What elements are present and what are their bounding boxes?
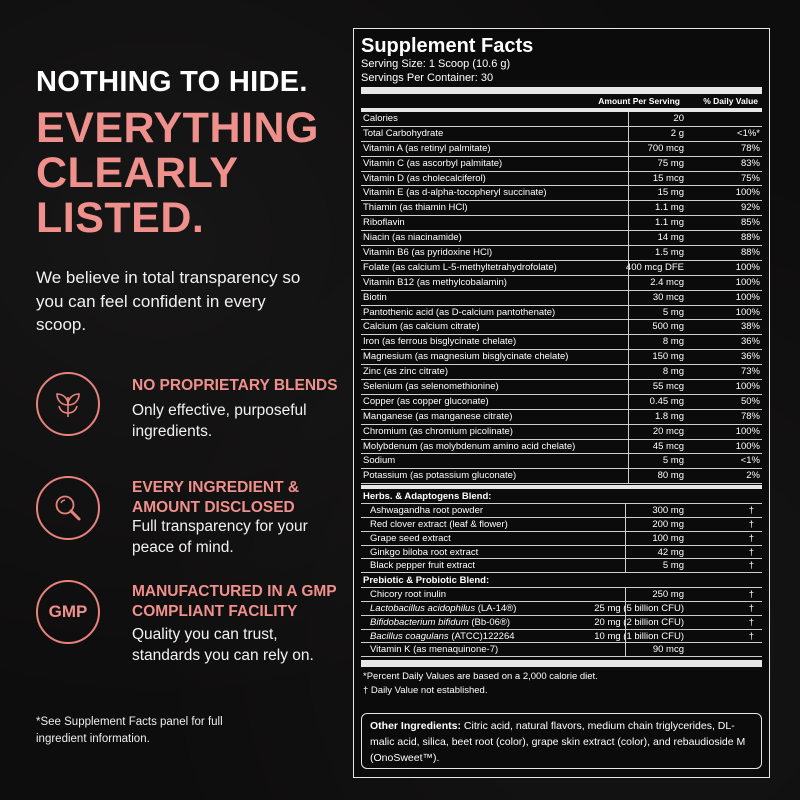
herb-dv: † [748, 505, 754, 517]
probiotic-amount: 25 mg (5 billion CFU) [594, 603, 684, 615]
nutrient-amount: 1.8 mg [654, 410, 684, 422]
nutrient-name: Manganese (as manganese citrate) [363, 410, 513, 422]
feature-desc: Full transparency for your peace of mind. [132, 518, 308, 556]
nutrient-amount: 700 mcg [647, 142, 684, 154]
nutrient-row [361, 127, 762, 142]
nutrient-row [361, 172, 762, 187]
herb-row [361, 546, 762, 560]
probiotic-amount: 20 mg (2 billion CFU) [594, 616, 684, 628]
nutrient-dv: 100% [735, 261, 760, 273]
nutrient-amount: 14 mg [657, 232, 684, 244]
column-divider [625, 602, 626, 615]
probiotic-name-main: Chicory root inulin [370, 589, 447, 601]
nutrient-amount: 8 mg [662, 336, 684, 348]
probiotic-name [370, 602, 516, 616]
column-divider [628, 320, 629, 334]
herb-row [361, 559, 762, 573]
nutrient-row [361, 186, 762, 201]
nutrient-amount: 20 mcg [652, 425, 684, 437]
column-divider [628, 261, 629, 275]
nutrient-amount: 5 mg [662, 455, 684, 467]
herb-dv: † [748, 532, 754, 544]
feature-desc: Quality you can trust, standards you can rely on. [132, 626, 314, 664]
nutrient-name: Sodium [363, 455, 396, 467]
column-divider [628, 306, 629, 320]
column-divider [628, 186, 629, 200]
nutrient-dv: 100% [735, 425, 760, 437]
column-divider [628, 350, 629, 364]
herb-name: Black pepper fruit extract [370, 560, 476, 572]
nutrient-row [361, 320, 762, 335]
column-divider [628, 127, 629, 141]
probiotic-dv: † [748, 616, 754, 628]
nutrient-row [361, 454, 762, 469]
nutrient-name: Folate (as calcium L-5-methyltetrahydrofolate) [363, 261, 557, 273]
column-divider [628, 454, 629, 468]
herb-amount: 200 mg [652, 519, 684, 531]
probiotic-name-suffix: (Bb-06®) [468, 616, 511, 628]
other-ingredients-text: Citric acid, natural flavors, medium chain triglycerides, DL-malic acid, silica, beet root (color), grape skin extract (color), and rebaudioside M (OnoSweet™). [370, 720, 746, 764]
probiotic-row [361, 588, 762, 602]
nutrient-row [361, 157, 762, 172]
column-divider [625, 546, 626, 559]
herb-name: Ginkgo biloba root extract [370, 546, 479, 558]
headline-word: CLEARLY [36, 149, 239, 197]
column-divider [628, 172, 629, 186]
probiotic-amount: 90 mcg [652, 644, 684, 656]
probiotic-row [361, 616, 762, 630]
headline-line1: NOTHING TO HIDE. [36, 66, 308, 98]
nutrient-amount: 150 mg [652, 351, 684, 363]
herb-amount: 42 mg [657, 546, 684, 558]
nutrient-name: Vitamin B12 (as methylcobalamin) [363, 276, 507, 288]
column-divider [628, 112, 629, 126]
column-divider [628, 157, 629, 171]
herb-amount: 300 mg [652, 505, 684, 517]
column-headers [361, 94, 762, 108]
col-amount: Amount Per Serving [598, 96, 680, 106]
nutrient-amount: 400 mcg DFE [625, 261, 684, 273]
column-divider [625, 630, 626, 643]
note-daily-values: *Percent Daily Values are based on a 2,000 calorie diet. [363, 671, 598, 683]
herbs-blend-title: Herbs. & Adaptogens Blend: [361, 489, 762, 504]
herb-dv: † [748, 560, 754, 572]
nutrient-dv: 75% [740, 172, 760, 184]
column-divider [628, 410, 629, 424]
probiotic-dv: † [748, 589, 754, 601]
nutrient-row [361, 291, 762, 306]
nutrient-dv: 100% [735, 440, 760, 452]
feature-title: MANUFACTURED IN A GMP COMPLIANT FACILITY [132, 583, 337, 620]
nutrient-row [361, 380, 762, 395]
note-not-established: † Daily Value not established. [363, 685, 488, 697]
nutrient-name: Thiamin (as thiamin HCl) [363, 202, 468, 214]
nutrient-dv: 36% [740, 351, 760, 363]
probiotic-name-suffix: (ATCC)122264 [448, 630, 515, 642]
intro-text: We believe in total transparency so you can feel confident in every scoop. [36, 268, 301, 334]
nutrient-dv: 100% [735, 291, 760, 303]
probiotic-name-main: Vitamin K (as menaquinone-7) [370, 644, 499, 656]
probiotic-name [370, 616, 510, 630]
nutrient-name: Selenium (as selenomethionine) [363, 381, 499, 393]
column-divider [628, 440, 629, 454]
nutrient-dv: 36% [740, 336, 760, 348]
nutrient-name: Vitamin E (as d-alpha-tocopheryl succinate) [363, 187, 547, 199]
nutrient-dv: <1% [740, 455, 760, 467]
nutrient-amount: 45 mcg [652, 440, 684, 452]
probiotic-name-main: Bacillus coagulans [370, 630, 449, 642]
nutrient-row [361, 395, 762, 410]
nutrient-name: Total Carbohydrate [363, 127, 444, 139]
probiotic-row [361, 630, 762, 644]
nutrient-name: Vitamin A (as retinyl palmitate) [363, 142, 491, 154]
probiotic-blend-title: Prebiotic & Probiotic Blend: [361, 573, 762, 588]
column-divider [628, 380, 629, 394]
column-divider [625, 532, 626, 545]
feature-title: NO PROPRIETARY BLENDS [132, 377, 338, 394]
nutrient-dv: 78% [740, 410, 760, 422]
nutrient-dv: 83% [740, 157, 760, 169]
nutrient-dv: 88% [740, 232, 760, 244]
other-ingredients [361, 713, 762, 769]
column-divider [625, 518, 626, 531]
nutrient-name: Zinc (as zinc citrate) [363, 366, 448, 378]
nutrient-name: Molybdenum (as molybdenum amino acid chelate) [363, 440, 576, 452]
magnifier-icon [36, 476, 100, 540]
nutrient-amount: 1.1 mg [654, 217, 684, 229]
nutrient-name: Iron (as ferrous bisglycinate chelate) [363, 336, 517, 348]
nutrient-row [361, 410, 762, 425]
leaves-icon [36, 372, 100, 436]
nutrient-amount: 2.4 mcg [650, 276, 684, 288]
probiotic-name-main: Bifidobacterium bifidum [370, 616, 469, 628]
nutrient-amount: 2 g [670, 127, 684, 139]
nutrient-amount: 500 mg [652, 321, 684, 333]
feature-desc: Only effective, purposeful ingredients. [132, 402, 307, 440]
nutrient-name: Calories [363, 113, 398, 124]
headline-line2 [36, 106, 319, 241]
nutrient-dv: 92% [740, 202, 760, 214]
herb-dv: † [748, 546, 754, 558]
column-divider [628, 365, 629, 379]
nutrient-row [361, 440, 762, 455]
nutrient-name: Riboflavin [363, 217, 405, 229]
facts-title: Supplement Facts [361, 35, 534, 57]
nutrient-amount: 80 mg [657, 470, 684, 482]
nutrient-amount: 5 mg [662, 306, 684, 318]
nutrient-row [361, 469, 762, 484]
column-divider [628, 469, 629, 483]
column-divider [628, 395, 629, 409]
col-dv: % Daily Value [703, 96, 758, 106]
herb-dv: † [748, 519, 754, 531]
nutrient-amount: 75 mg [657, 157, 684, 169]
column-divider [628, 425, 629, 439]
herb-rows [361, 504, 762, 573]
nutrient-dv: <1%* [737, 127, 760, 139]
nutrient-dv: 100% [735, 306, 760, 318]
nutrient-name: Vitamin D (as cholecalciferol) [363, 172, 486, 184]
probiotic-amount: 10 mg (1 billion CFU) [594, 630, 684, 642]
serving-size: Serving Size: 1 Scoop (10.6 g) [361, 58, 511, 70]
column-divider [625, 643, 626, 656]
nutrient-row [361, 365, 762, 380]
column-divider [628, 201, 629, 215]
divider-thick [361, 87, 762, 94]
nutrient-dv: 73% [740, 366, 760, 378]
nutrient-dv: 78% [740, 142, 760, 154]
herb-row [361, 504, 762, 518]
herb-amount: 5 mg [662, 560, 684, 572]
nutrient-dv: 2% [746, 470, 760, 482]
nutrient-dv: 100% [735, 276, 760, 288]
supplement-facts-panel [353, 28, 770, 778]
column-divider [625, 616, 626, 629]
nutrient-row [361, 306, 762, 321]
nutrient-name: Copper (as copper gluconate) [363, 395, 489, 407]
nutrient-amount: 0.45 mg [649, 395, 684, 407]
nutrient-rows [361, 112, 762, 484]
nutrient-row [361, 425, 762, 440]
nutrient-dv: 50% [740, 395, 760, 407]
nutrient-name: Pantothenic acid (as D-calcium pantothenate) [363, 306, 556, 318]
headline-word: EVERYTHING [36, 104, 319, 152]
probiotic-row [361, 643, 762, 657]
headline-word: LISTED. [36, 194, 205, 242]
column-divider [625, 588, 626, 601]
servings-per-container: Servings Per Container: 30 [361, 72, 494, 84]
nutrient-amount: 1.5 mg [654, 247, 684, 259]
nutrient-row [361, 216, 762, 231]
nutrient-name: Calcium (as calcium citrate) [363, 321, 480, 333]
nutrient-name: Chromium (as chromium picolinate) [363, 425, 513, 437]
nutrient-name: Niacin (as niacinamide) [363, 232, 462, 244]
column-divider [628, 335, 629, 349]
nutrient-amount: 15 mg [657, 187, 684, 199]
nutrient-amount: 15 mcg [652, 172, 684, 184]
probiotic-name [370, 588, 446, 602]
nutrient-amount: 55 mcg [652, 381, 684, 393]
probiotic-dv: † [748, 603, 754, 615]
column-divider [628, 291, 629, 305]
column-divider [625, 504, 626, 517]
nutrient-row [361, 201, 762, 216]
probiotic-rows [361, 588, 762, 657]
nutrient-row [361, 335, 762, 350]
nutrient-amount: 30 mcg [652, 291, 684, 303]
facts-notes [361, 670, 762, 698]
gmp-badge-text: GMP [48, 602, 88, 621]
herb-amount: 100 mg [652, 532, 684, 544]
probiotic-name-main: Lactobacillus acidophilus [370, 603, 476, 615]
nutrient-name: Biotin [363, 291, 387, 303]
nutrient-row [361, 112, 762, 127]
nutrient-row [361, 142, 762, 157]
nutrient-dv: 88% [740, 247, 760, 259]
nutrient-dv: 85% [740, 217, 760, 229]
nutrient-name: Vitamin C (as ascorbyl palmitate) [363, 157, 503, 169]
herb-name: Red clover extract (leaf & flower) [370, 519, 508, 531]
nutrient-amount: 1.1 mg [654, 202, 684, 214]
gmp-badge-icon [36, 580, 100, 644]
divider-thick [361, 660, 762, 667]
footnote: *See Supplement Facts panel for full ingredient information. [36, 716, 223, 745]
herb-row [361, 518, 762, 532]
nutrient-row [361, 276, 762, 291]
probiotic-name [370, 643, 498, 657]
nutrient-dv: 100% [735, 381, 760, 393]
nutrient-row [361, 350, 762, 365]
facts-inner [361, 35, 762, 698]
column-divider [628, 246, 629, 260]
nutrient-row [361, 246, 762, 261]
nutrient-amount: 20 [673, 113, 684, 124]
other-ingredients-label: Other Ingredients: [370, 720, 462, 732]
probiotic-amount: 250 mg [652, 589, 684, 601]
nutrient-dv: 100% [735, 187, 760, 199]
feature-title: EVERY INGREDIENT & AMOUNT DISCLOSED [132, 479, 300, 516]
probiotic-row [361, 602, 762, 616]
column-divider [628, 231, 629, 245]
nutrient-dv: 38% [740, 321, 760, 333]
column-divider [625, 559, 626, 572]
column-divider [628, 216, 629, 230]
herb-name: Ashwagandha root powder [370, 505, 484, 517]
nutrient-amount: 8 mg [662, 366, 684, 378]
nutrient-name: Potassium (as potassium gluconate) [363, 470, 517, 482]
nutrient-row [361, 261, 762, 276]
column-divider [628, 142, 629, 156]
probiotic-name [370, 630, 515, 644]
probiotic-name-suffix: (LA-14®) [475, 603, 517, 615]
herb-row [361, 532, 762, 546]
nutrient-row [361, 231, 762, 246]
nutrient-name: Vitamin B6 (as pyridoxine HCl) [363, 247, 493, 259]
column-divider [628, 276, 629, 290]
probiotic-dv: † [748, 630, 754, 642]
herb-name: Grape seed extract [370, 532, 451, 544]
nutrient-name: Magnesium (as magnesium bisglycinate chelate) [363, 351, 569, 363]
